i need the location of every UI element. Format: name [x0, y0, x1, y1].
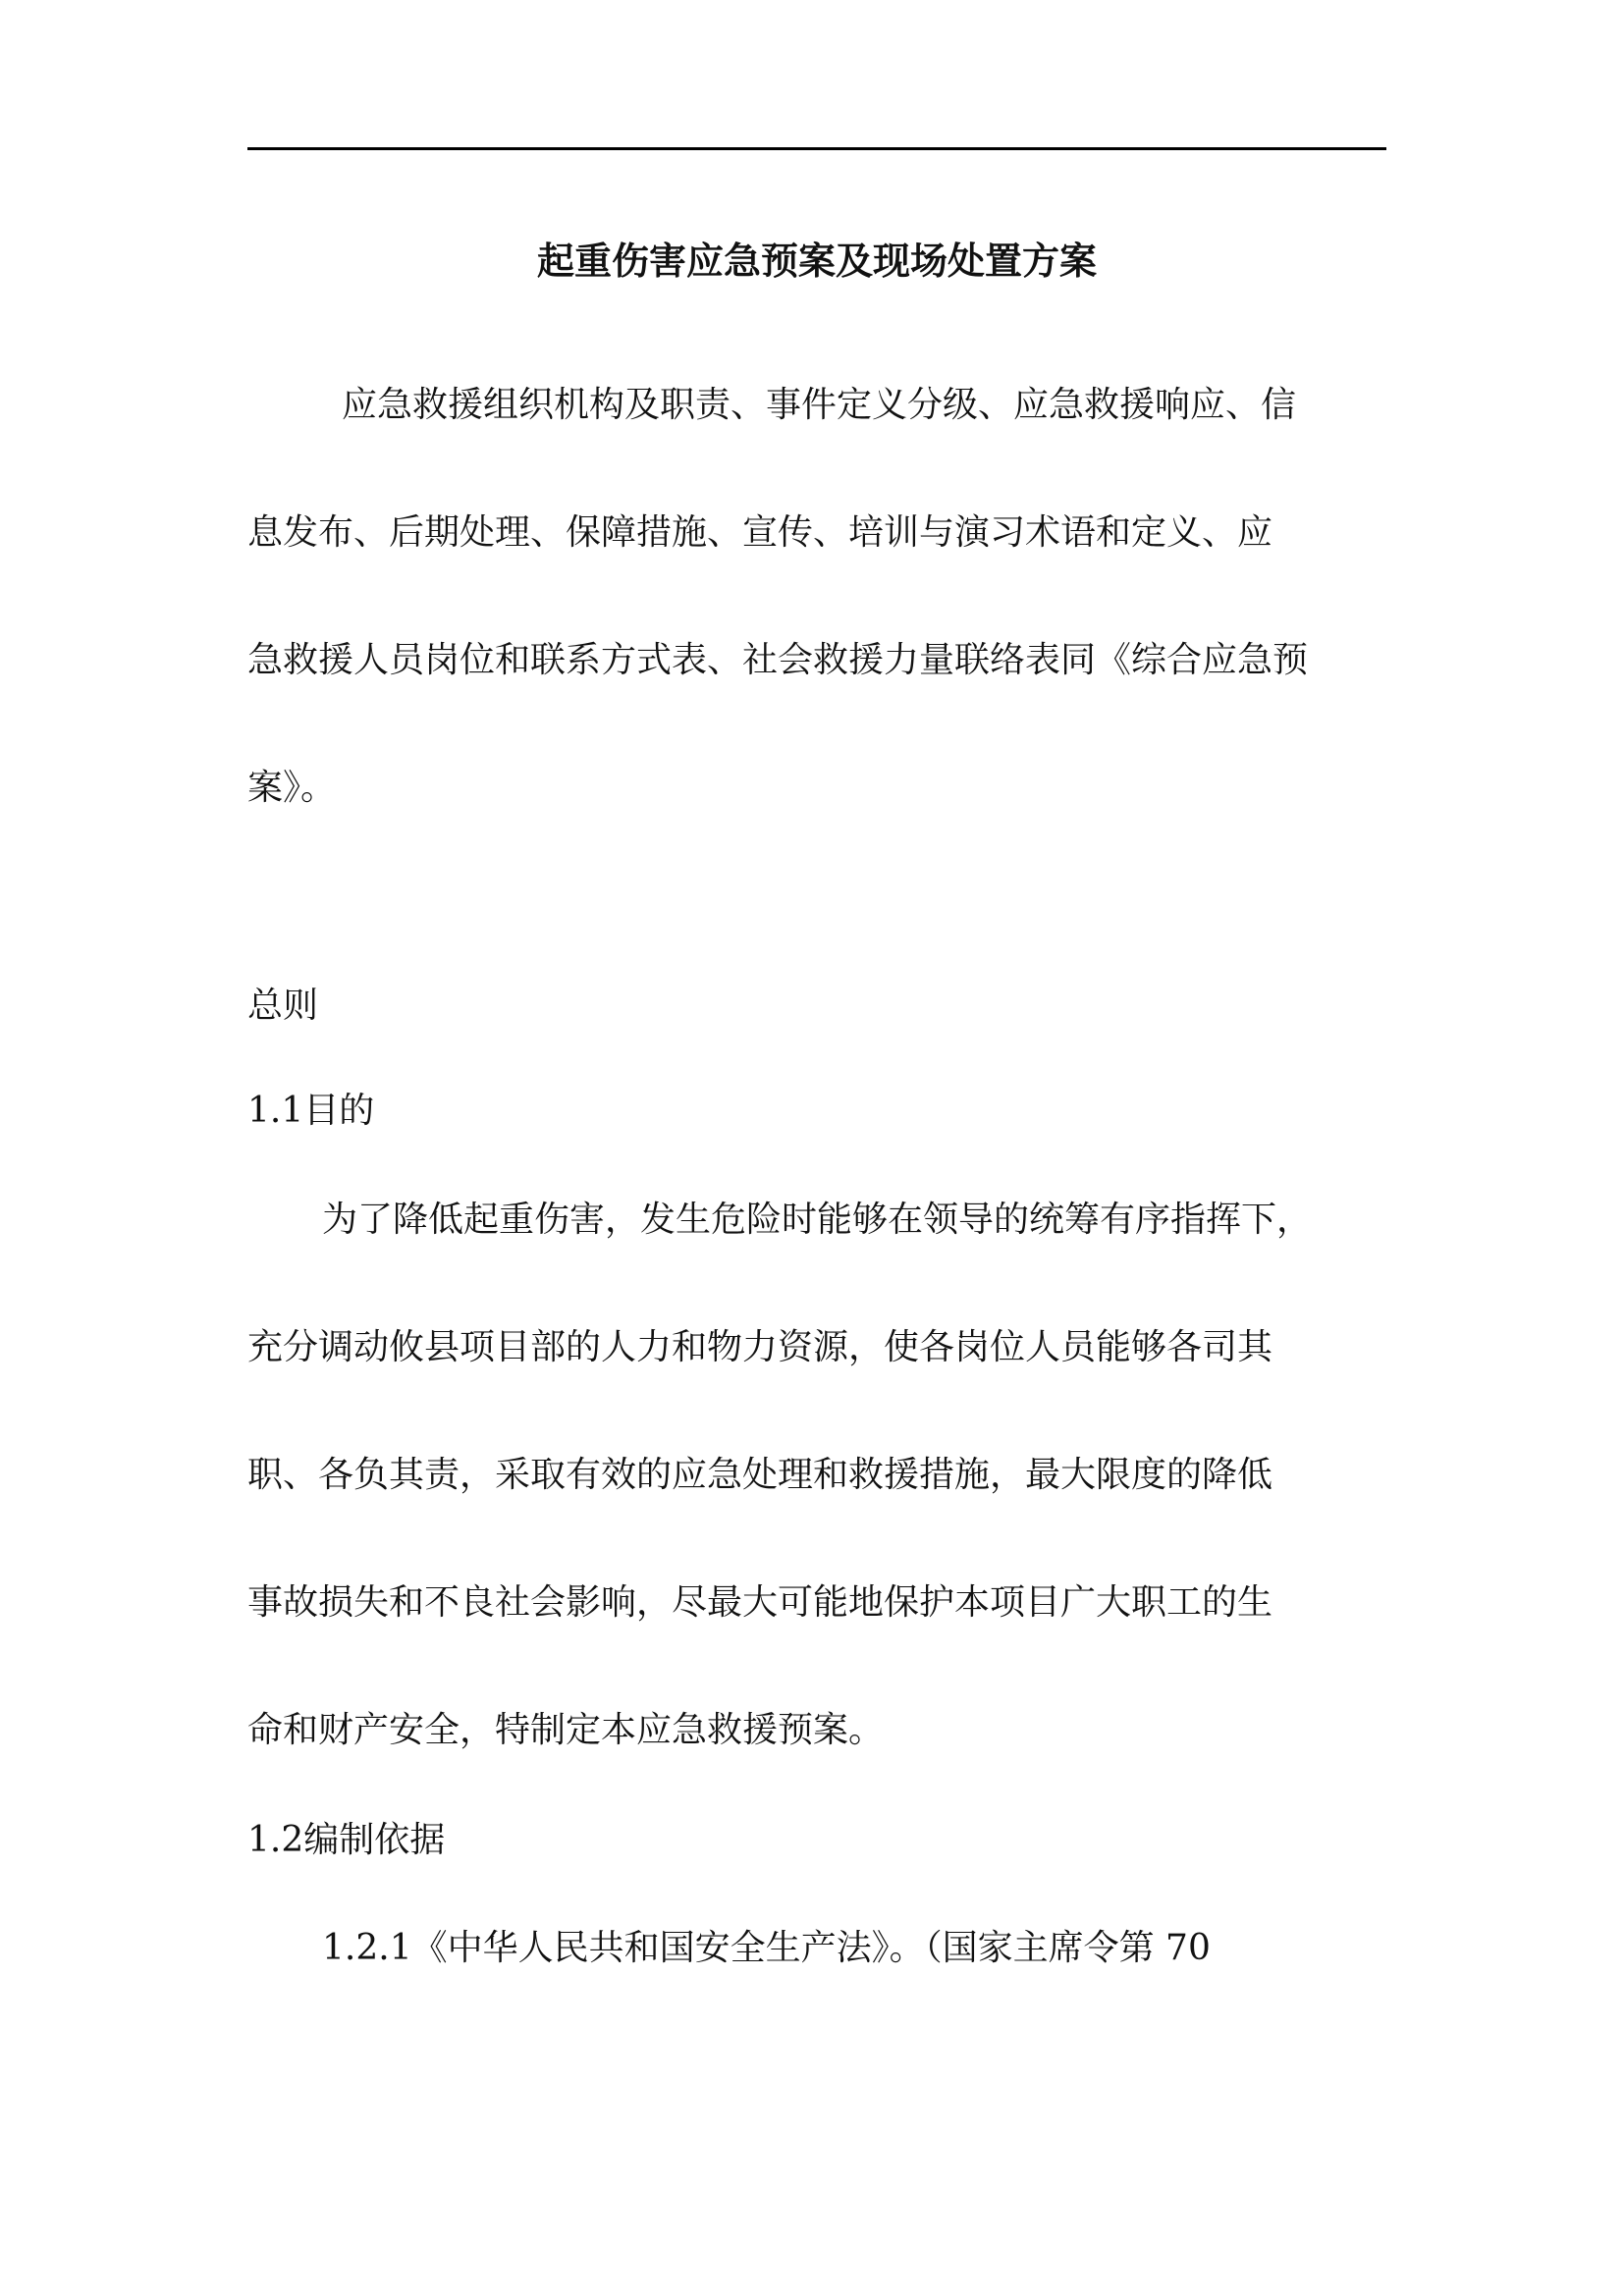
- section-heading-1-2: 1.2编制依据: [247, 1820, 446, 1860]
- purpose-line-1: 为了降低起重伤害，发生危险时能够在领导的统筹有序指挥下，: [322, 1200, 1313, 1240]
- section-heading-general: 总则: [247, 986, 319, 1026]
- purpose-line-4: 事故损失和不良社会影响，尽最大可能地保护本项目广大职工的生: [247, 1582, 1273, 1623]
- purpose-line-5: 命和财产安全，特制定本应急救援预案。: [247, 1710, 885, 1750]
- intro-line-4: 案》。: [247, 768, 337, 808]
- document-title: 起重伤害应急预案及现场处置方案: [536, 239, 1097, 283]
- intro-line-2: 息发布、后期处理、保障措施、宣传、培训与演习术语和定义、应: [247, 512, 1273, 553]
- intro-line-1: 应急救援组织机构及职责、事件定义分级、应急救援响应、信: [342, 385, 1297, 425]
- header-rule: [247, 147, 1386, 150]
- intro-line-3: 急救援人员岗位和联系方式表、社会救援力量联络表同《综合应急预: [247, 640, 1309, 680]
- section-heading-1-1: 1.1目的: [247, 1091, 375, 1131]
- purpose-line-2: 充分调动攸县项目部的人力和物力资源，使各岗位人员能够各司其: [247, 1327, 1273, 1367]
- basis-line-1: 1.2.1《中华人民共和国安全生产法》。（国家主席令第 70: [322, 1928, 1211, 1968]
- purpose-line-3: 职、各负其责，采取有效的应急处理和救援措施，最大限度的降低: [247, 1455, 1273, 1495]
